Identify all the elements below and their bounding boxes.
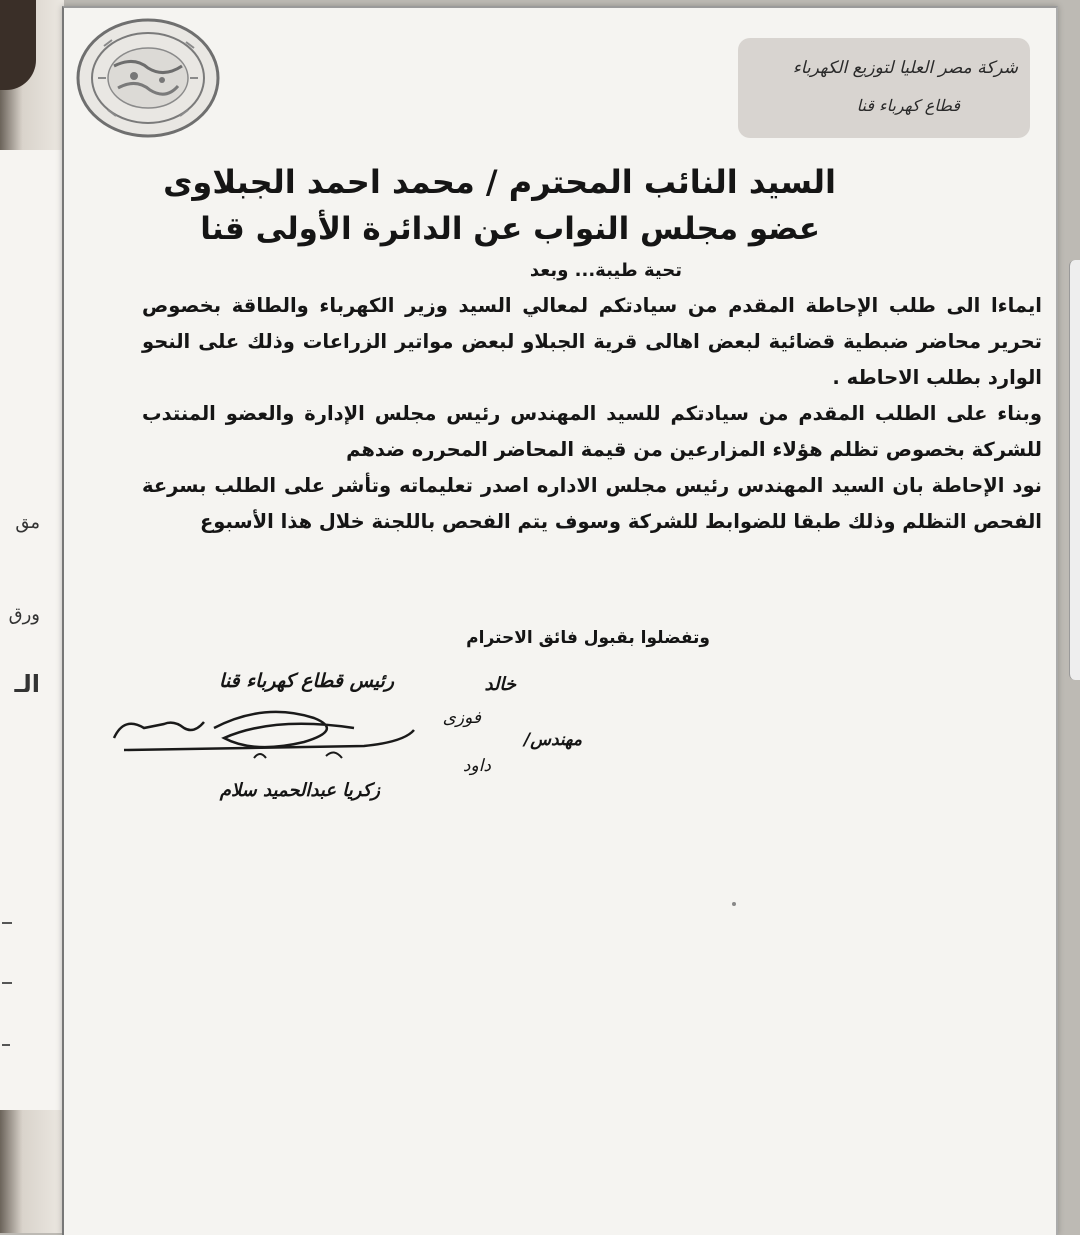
addressee-line: السيد النائب المحترم / محمد احمد الجبلاوى (163, 163, 836, 201)
background-mark (2, 1044, 10, 1046)
signature-handwriting: مهندس/ (524, 730, 582, 750)
body-paragraph: نود الإحاطة بان السيد المهندس رئيس مجلس الاداره اصدر تعليماته وتأشر على الطلب بسرعة الفحص التظلم وذلك طبقا للضوابط للشركة وسوف يتم الفحص باللجنة خلال هذا الأسبوع (142, 474, 1042, 533)
signature-handwriting: داود (462, 756, 491, 776)
handwritten-signature-icon (104, 698, 424, 768)
background-mark (2, 922, 12, 924)
signature-handwriting: فوزى (442, 708, 481, 728)
background-page-left (0, 0, 64, 1233)
signatory-name: زكريا عبدالحميد سلام (219, 780, 380, 801)
letter-sheet (62, 6, 1058, 1235)
body-paragraph: وبناء على الطلب المقدم من سيادتكم للسيد المهندس رئيس مجلس الإدارة والعضو المنتدب للشركة بخصوص تظلم هؤلاء المزارعين من قيمة المحاضر المحرره ضدهم (142, 402, 1042, 461)
paper-speck (732, 902, 736, 906)
background-text-fragment: الـ (14, 670, 40, 698)
letterhead-sector-name: قطاع كهرباء قنا (856, 96, 960, 115)
letter-content (64, 8, 1056, 1235)
background-text-fragment: مق (15, 512, 40, 533)
background-page-right (1069, 260, 1080, 680)
closing-line: وتفضلوا بقبول فائق الاحترام (466, 628, 710, 648)
letter-body (142, 288, 1042, 540)
letterhead-company-name: شركة مصر العليا لتوزيع الكهرباء (792, 58, 1018, 78)
background-mark (2, 982, 12, 984)
signature-handwriting: خالد (484, 674, 516, 695)
background-paper-scrap (0, 150, 62, 1110)
body-paragraph: ايماءا الى طلب الإحاطة المقدم من سيادتكم لمعالي السيد وزير الكهرباء والطاقة بخصوص تحرير محاضر ضبطية قضائية لبعض اهالى قرية الجبلاو لبعض مواتير الزراعات وذلك على النحو الوارد بطلب الاحاطه . (142, 294, 1042, 389)
addressee-title: عضو مجلس النواب عن الدائرة الأولى قنا (200, 211, 820, 247)
background-dark-corner (0, 0, 36, 90)
signatory-title: رئيس قطاع كهرباء قنا (219, 670, 394, 692)
background-text-fragment: ورق (8, 604, 40, 625)
greeting: تحية طيبة... وبعد (529, 260, 682, 281)
